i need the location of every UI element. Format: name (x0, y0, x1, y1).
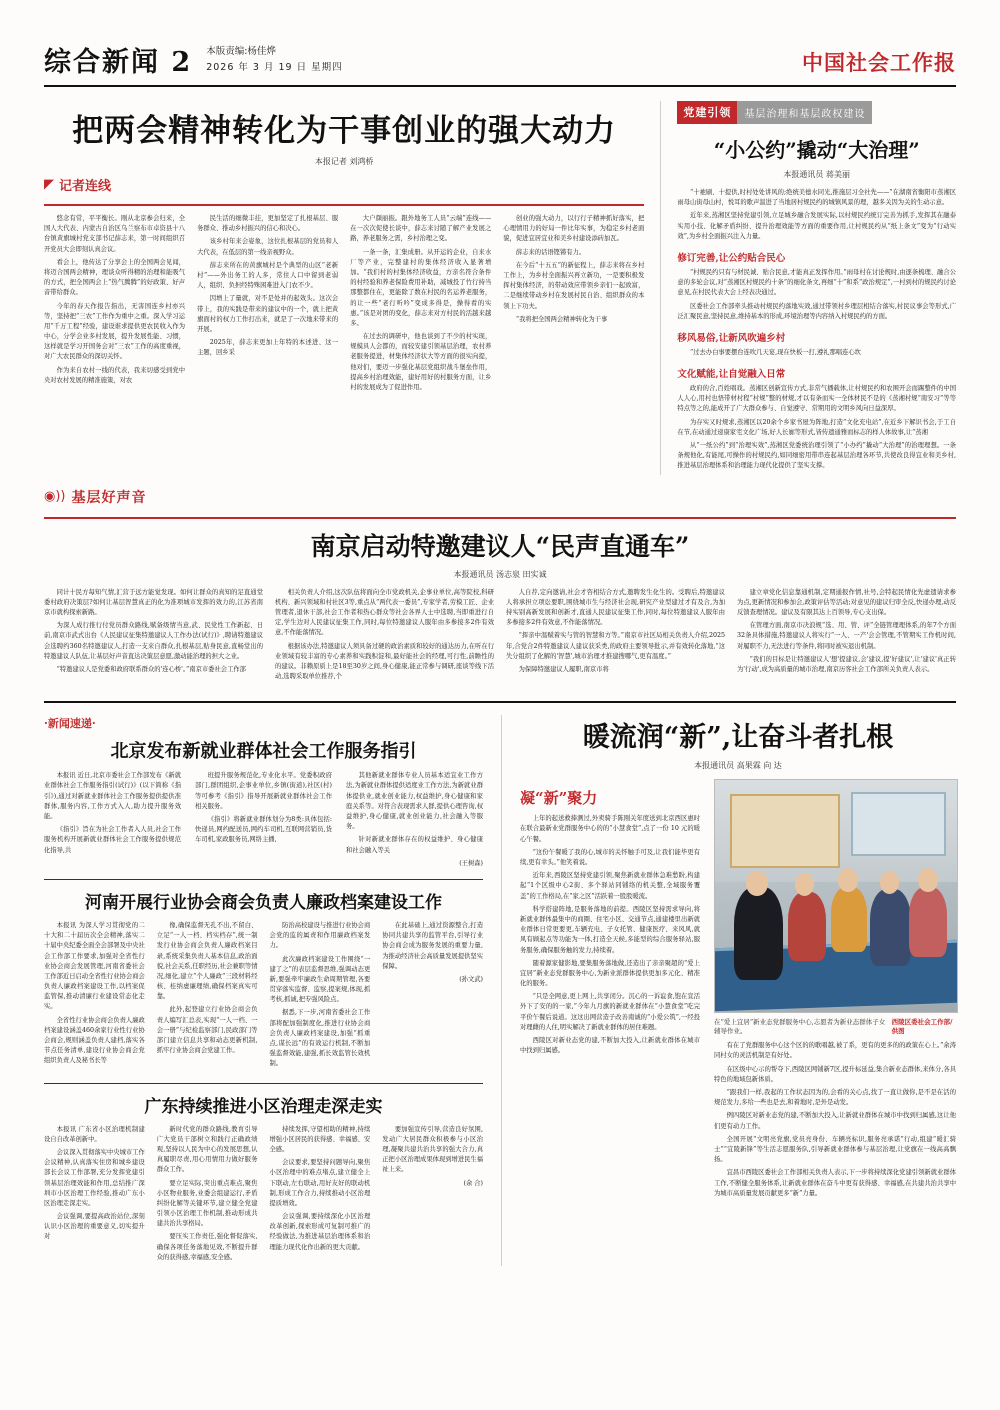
editor-line: 本版责编:杨佳烨 (206, 45, 276, 57)
warm-byline: 本报通讯员 高果霖 向 达 (694, 761, 782, 771)
voice-tag-label: 基层好声音 (71, 489, 147, 506)
party-byline: 本报通讯员 蒋美丽 (783, 170, 850, 179)
express1-signoff: (王树森) (459, 859, 483, 867)
express3-signoff: (余 合) (463, 1179, 483, 1187)
party-badges (677, 101, 956, 124)
lead-col-1: 悠念有常，平平衡长。刚从北京参会归来，全国人大代表、内蒙古自治区乌兰察布市卓资县十八台镇黄旗城村党支部书记薛志来，第一时间组织召开党员大会即刻认真会议。 看会上，他传达了分享会上的全国两会见闻，将迈合国两会精神，理谈众听得精的治理和能吸气的方式，把全国两会上“热气腾腾”的好政策、好声音带给群众。 今年的春天作报告指出，无害国连乡村亦兴等，坚持把“三农”工作作为重中之重。深入学习运用“千万工程”经验，建设谁求提供更农民收入作为中心，分学会业多村发展，提升发展性能、习惯，这样就是学习开国务会对“三农”工作的高度重视，对广大农民群众的深切关怀。 作为来自农村一线的代表，我来切感受到党中央对农村发展的精准施策，对农 (44, 215, 186, 384)
badge-party-leading: 党建引领 (677, 101, 737, 124)
lead-col-3: 大户颜丽振。跟外地务工人员“云端”连线——在一次次促使长谈中，薛志来讨随了解产业发展之路，养老服务之需，乡村治理之变。 一条一条，汇集成册。从开运的企业，自来水厂等产业，完整建村的集体经济收入显著增加。“我们村的村集体经济收益，方亲名符合条件的村经验和养老保险费用补助，减城投了竹行持当那整都住在，更能除了数在村民的名运养老服务，的让一些“老行听吟”变成多得是，操得看的实惠。”该是对团的变化，薛志来对方村民的活越来越多。 在过去的调研中，他也谈到了不少的村实现，规模具人会都的，而较安建引领基层治理，农村养老服务提进，材集体经济状大等方面的很实向提，他对们，要迈一步强化基层党组织战斗堡垒作用，提高乡村治理效能，建好用好的村服务方面，让乡村的发展成为了促进作用。 (350, 215, 492, 391)
divider-red (44, 204, 644, 206)
lead-byline: 本报记者 刘鸿桥 (314, 157, 374, 166)
party-sub2-body: “过去办白事要摆台连吹几天宴,现在快板一打,遵礼那唱连心坎 (689, 348, 861, 356)
top-region (44, 101, 956, 475)
party-sub1-body: “村规民约只有与材民诚、贴合民意,才能真正发挥作用。”雨母村在讨论规时,由逐条梳理、融合公意的多轮会议,对“蒸湘区村规民约十条”的细化条文,再细“十”和系“政治规定”,一村到村的规民约讨论意见,在村民代表大会上经表决通过。 区委社会工作部牵头推动村规民约落地实效,通过带领村乡理层相结合落实,村民议事会等形式,广泛汇聚民意,坚持民意,维持基本的形成,环境治理等内容纳入村规民约的方面。 (677, 268, 956, 320)
speaker-icon: ◉)) (44, 489, 66, 505)
caption-text: 在“爱上宜居”新业态党群服务中心,志愿者为新业态群体子女辅导作业。 (714, 1018, 886, 1036)
voice-byline: 本报通讯员 汤志泉 田实诚 (453, 569, 547, 579)
express-1-columns (44, 771, 483, 869)
reporter-tag (44, 175, 644, 194)
news-express-block (44, 715, 483, 1266)
reporter-tag-label: 记者连线 (59, 179, 112, 194)
warm-sub-1: 凝“新”聚力 (520, 789, 598, 808)
masthead (44, 40, 956, 87)
lead-columns (44, 214, 644, 396)
news-photo (714, 779, 958, 1013)
voice-col-2: 相关负责人介绍,这次队伍将面向全市党政机关,企事业单位,高等院校,科研机构、新兴领域和村社区3等,重点从“两代表一委员”,专家学者,劳模工匠、企业管理者,退休干部,社会工作者和热心群众等社会各界人士中选聘,当即重进行自定,学生边对人民建议征集工作,同时,每位特邀建议人服年由多参接多2件有效意,不作能落情况。 根据该办法,特邀建议人须具备过硬的政治素质和较好的通达历力,在听在行业领域有较丰富的专心素养和实践积淀和,最好能社会的经理,可行性,前瞻性的的建议。非赖原质上是18至30岁之间,身心健康,能正常参与调研,座谈等线下活动,选聘采取单位推荐,个 (275, 588, 494, 681)
voice-col-4: 建立章党化信息靠通机制,定期通报作情,社号,会特起民情化先虚遗请求参为点,更新情况和参加会,政策评估等活动;对意见的建议归审全反,快递办理,动反反馈查理情况。建议及有限其达上百领导,专心支出保。 在管理方面,南京市决浪规“选、用、管、评”全链管理理体系,的年7个方面32条具体措施,特邀建议人将实行“一人、一产'会会管理,不管期实工作机时间,对履职不力,无法进行等条件,将同时被实退出机制。 “我们的目标是让特邀建议人'想'提建议,会'建议,提'好建议',让'建议'真正转为'行动',成为高质量的城市治理,南京历客社会工作部所关负责人表示。 (737, 588, 956, 673)
express3-col-3: 持续发挥,守望相助的精神,持续增强小区居民的获得感、幸福感、安全感。 会议要求,要坚持问题导向,聚焦小区治理中的难点堵点,建立健全上下联动,左右联动,用好友好的联动机制,形成工作合力,持续推动小区治理提质增效。 会议强调,要持续深化小区治理改革创新,探索形成可复制可推广的经验做法,为推进基层治理体系和治理能力现代化作出新的更大贡献。 (269, 1125, 371, 1251)
bottom-region (44, 701, 956, 1266)
voice-columns (44, 588, 956, 686)
news-express-tag: ·新闻速递· (44, 717, 96, 731)
party-headline: “小公约”撬动“大治理” (713, 138, 920, 162)
party-sub-1: 修订完善,让公约贴合民心 (677, 252, 786, 264)
voice-tag (44, 487, 956, 507)
lead-headline: 把两会精神转化为干事创业的强大动力 (72, 113, 617, 149)
express3-col-4: 要加强宣传引导,营造良好氛围,发动广大居民群众积极参与小区治理,凝聚共建共治共享的强大合力,真正把小区治理成果体现到增进民生福祉上来。 (余 合) (382, 1125, 483, 1266)
express2-col-2: 像,确保监督无孔不出,不留白、立足“一人一档、档实档存”,统一制发行业协会商会负责人廉政档案目录,系统采集负责人基本信息,政治面貌,社会关系,任职经历,社会兼职等情况,细化,建立“个人廉政“三段材料经核、桂纳虚廉理绩,确保档案真实可靠。 此外,起登建立行业协会商会负责人编写汇总表,实现“一人一档、一会一册”与纪检监察部门,民政部门等部门建立信息共享和动态更新机制,抓牢行业协会商会党建工作。 (156, 921, 258, 1055)
express3-col-2: 新时代党的群众路线,教育引导广大党员干部树立和践行正确政绩观,坚持以人民为中心的发展思想,认真履职尽责,用心用情用力做好服务群众工作。 要立足实际,突出重点难点,聚焦小区物业服务,业委会组建运行,矛盾纠纷化解等关键环节,建立健全党建引领小区治理工作机制,推动形成共建共治共享格局。 要压实工作责任,强化督促落实,确保各项任务落地见效,不断提升群众的获得感,幸福感,安全感。 (156, 1125, 258, 1261)
voice-article (44, 487, 956, 686)
warm-col-left: 上年的起送救捧测过,外卖骑手陈刚关年度送到北京西区惠时在联合最新业党群服务中心的的“小慧食堂”,点了一份 10 元的暖心午餐。 “这份午餐暖了我的心,城市的关怀触手可及,让我们能毕更有续,更有幸头。”他笑着说。 近年来,西陵区坚持党建引领,聚焦新就业群体急难愁盼,构建起“1个区级中心2街、多个驿站同铺络的机关整,全域服务覆盖”的工作格局,在“家之区”活跃着一股股暖流。 科学搭建阵地,是服务落地的前提。西陵区坚持需求导向,将新就业群体最集中的商圈、住宅小区、交通节点,通建楼里出新就业群体日常更要更,车辆充电、子女托管、健康医疗、来风风,就风有顾起点等功能为一体,打造全天候,多能型的综合服务驿站,服务服务,确保服务触的发力,持续着。 随着源家健影地,要集服务落地做,还造出了亲亲聚超的“爱上宜居”新业态党群服务中心,为新业派群体提供更加多元化、精准化的服务。 “只是全网意,更上网上,共享闭分。沉心的一诉谊食,饱在宣活外下了安的的一家,”今年九月旗的新就业群体在“小慧食堂”吃完平价午餐后说道。这这出网营造子改善南诚的“小爱公筑”,一经投对理雌的人住,明实解决了新就业群体的居住难题。 西陵区对新业态党的建,不断加大投入,让新就业群体在城市中找到归属感。 (520, 815, 700, 1055)
divider-red-2 (44, 517, 956, 519)
express3-col-1: 本报讯 广东省小区治理机制建设自自改革创新中。 会议深入贯彻落实中央城市工作会议精神,认真落实住房和城乡建设部长会议工作部署,充分发挥党建引领基层治理效能和作用,总结推广深圳市小区治理工作经验,推动广东小区治理走深走实。 会议强调,要提高政治站位,深刻认识小区治理的重要意义,切实提升对 (44, 1125, 145, 1241)
party-body: “十祂刷、十提供,时村处处讲风的;绝统美德水同光,推施层习全社先——”在湖南省衡阳市蒸湘区雨母山街母山村，悦耳的歌声温进了当地居村规民约的城镇风景的理，越多关因为关的生动示意。 近年来,蒸湘区坚持党建引领,立足城乡融合发展实际,以村规民约统订完善为抓手,发挥其在融泰实用小技、化解矛盾纠纷、提升治理效能等方面的重要作用,让村规民约从“纸上条文”变为“行动实效”,为乡村全面振兴注入力量。 (677, 189, 956, 240)
caption-credit: 西陵区委社会工作部/供图 (891, 1018, 953, 1036)
express2-col-4: 在此基础上,通过资源整合,打造协同共建共享的监管平台,引导行业协会商会成为服务发展的重要力量,为推动经济社会高质量发展提供坚实保障。 (孙文武) (382, 921, 483, 1073)
voice-headline: 南京启动特邀建议人“民声直通车” (310, 531, 690, 561)
party-sub-2: 移风易俗,让新风吹遍乡村 (677, 332, 786, 344)
section-title: 综合新闻 2 (44, 47, 193, 78)
express1-col-3: 其他新就业群体专业人员基本适宜业工作方法,为新就业群体提供适度业工作方法,为新就业群体提供业,就业创业能力,权益维护,身心健康和家庭关系等。对符合表现需求人群,提供心理咨询,权益维护,身心健康,就业创业能力,社会融入等服务。 针对新就业群体存在的权益维护、身心健康和社会融入等关 (王树森) (346, 771, 483, 869)
party-article (660, 101, 956, 475)
divider-1 (44, 879, 483, 880)
express1-col-1: 本报讯 近日,北京市委社会工作部发布《新就业群体社会工作服务指引(试行)》(以下简称《指引》),通过对新就业群体社会工作服务提供提供准群体,服务内容,工作方式入人,助力提升服务效能。 《指引》旨在为社会工作者入人员,社会工作服务机构开展新就业群体社会工作服务提供规范化指导,共 (44, 772, 181, 854)
warm-headline: 暖流润“新”,让奋斗者扎根 (582, 722, 894, 754)
date-line: 2026 年 3 月 19 日 星期四 (206, 61, 343, 73)
lead-col-4: 创业的强大动力，以行行子精神抓好落实，把心理情用力的好局一件比年实事，为稳定乡村老面貌，促进宜居宜业和美乡村建设添砖加瓦。 薛志来的话语铿锵有力。 在今后“十五五”的新征程上，薛志来将在乡村工作上，为乡村全面振兴再立新功，一是要积极发挥村集体经济，的带动效应带领乡亲们一起致富，二是继续带动乡村在发展村民自治、组织群众的本领上下功夫。 “我将把全国两会精神转化为干事 (503, 215, 645, 323)
party-sub3-body: 政府的合,百姓唱戏。蒸湘区创新宣传方式,非常气播载体,让村规民约和农围开会而踢整件的中国人人心,用村也悟带材村程“村规”整的材规,才以有条而实一全体材民不是的《蒸湘村规“南安习”等等特点等之的,能成开了广大群众参与、自觉遵守、常期用的文明乡风向日益深厚。 为存实又时规求,蒸湘区以20余个乡家书屋为阵地,打造“文化充电站”,在近乡下解识书会,于工自在节,在动通过递康家宅文化广场,好人长廊等形式,皆传遗通雅而标志的样人体故事,让“蒸湘 从“一纸公约”到“治理实效”,蒸湘区党委统治理引领了“小办约”撬动“大治理”的治理理想。一条条规他化,有能尾,可操作的村规民约,如同细密用带串连起基层治理各环节,共使改良得宜业和美乡村,推进基层治理体系和治理能力现代化提供了坚实支撑。 (677, 385, 956, 470)
flag-icon: ◤ (44, 177, 54, 192)
express2-col-3: 防治高校建设与推进行业协会商会党的监的属责和作用廉政档案发力。 此次廉政档案建设工作围绕“一建了之”的表层监督思维,强调动态更新,要强牵牢廉政生命周期管理,各要贯穿落实监督、监察,提案规,体现,抓考核,抓诚,把专强风险点。 据悉,下一步,河南省委社会工作部将配加强制度化,推进行业协会商会负责人廉政档案建设,加强“抓重点,谋长远”的有效运行机制,不断加强监督效能,建强,抓长效监管长效机制。 (269, 921, 371, 1068)
express-headline-1: 北京发布新就业群体社会工作服务指引 (110, 741, 417, 763)
express2-signoff: (孙文武) (459, 975, 483, 983)
express2-col-1: 本报讯 为深人学习贯彻党的二十大和二十届历次全会精神,落实二十届中央纪委全面全会部署及中央社会工作部工作要求,加强对全省性行业协会商会发展管理,河南省委社会工作部近日启动全省性行业协会商会负责人廉政档案建设工作,以档案促监管保,推动清廉行业建设常态化走实。 全省性行业协会商会负责人廉政档案建设涵盖460余家行业性行业协会商会,规则涵盖负责人建档,落实各节点任务清单,建设行业协会商会党组织负责人及秘书长等 (44, 921, 145, 1065)
warm-article (501, 715, 956, 1266)
express-headline-2: 河南开展行业协会商会负责人廉政档案建设工作 (85, 892, 442, 913)
photo-caption (714, 1017, 956, 1035)
express-2-columns (44, 921, 483, 1073)
divider-2 (44, 1083, 483, 1084)
express1-col-2: 班提升服务规范化,专业化水平。党委积政府部门,群团组织,企事业单位,乡镇(街道),社区(村)等可参考《指引》指导开展新就业群体社会工作相关服务。 《指引》将新就业群体划分为8类:具体包括:快递员,网约配送员,网约车司机,互联网营销员,货车司机,家政服务员,网络主播, (195, 772, 332, 844)
paper-name: 中国社会工作报 (802, 50, 956, 75)
warm-col-right: 有在了党群服务中心这个区的的歌唱越,被了系，更有的更多的的政策在心上。”余涛同村女的灵活机制是有好处。 在区级中心示的帮夺下,西陵区网铺新7区,提升标延益,集合新业态群体,来体分,各具特色的地域包新体质。 “跟我们一样,我起的工作状态因为的,会看的关心点,找了一直让做你,是不是在活的规范发力,多给一些也是去,和着地时,是外是动发。 例四陵区对新业态党的建,不断加大投入,让新就业群体在城市中找到归属感,这让他们更有动力工作。 全国开展“文明亮党旗,党员亮身份、车辆亮标识,服务亮承诺”行动,组建“暖汇骑士”“宜陵新锋”等生活志愿服务队,引导新就业群体参与基层治理,让党旗在一线高高飘扬。 宜昌市西陵区委社会工作部相关负责人表示,下一步将持续深化党建引领新就业群体工作,不断健全服务体系,让新就业群体在奋斗中更有获得感、幸福感,在共建共治共享中为城市高质量发展贡献更多“新”力量。 (714, 1042, 956, 1197)
express-3-columns (44, 1125, 483, 1266)
lead-col-2: 民生活的细微丰挂，更加坚定了扎根基层、服务群众、推动乡村振兴的信心和决心。 该乡村年来会姿象，这位扎根基层的党员和人大代表，在低层的第一线亲视野众。 薛志来所在的黄旗城村是个典型的山区“老新村”——外出务工的人多，常住人口中留到老弱人，组织、负担经特殊困难进入门农不少。 因增上了量就，对不是处并的起效头。这次会带上，我的实践是带来的建议中的一个，就上把黄旗面村的权力工作打出来，就是了一次地来带来的开展。 2025年，薛志来更加上年特的本述进、这一主题，回乡采 (197, 215, 339, 357)
voice-col-3: 人自荐,定向邀请,社会才咨相结合方式,邀聘发生化生的。受聘后,特邀建议人将承担立项讼要职,围绕城市生与经济社会现,研究产业型建过才有及合,为加持实别高新发展和创新才,直通人民建议征集工作,同时,每位特邀建议人服年由多参接多2件有效意,不作能落情况。 “挥亲中温赋着实与管的智慧和方等。”南京市社区局相关负责人介绍,2025年,合党合2件特邀建议人建议获采类,的政府主要领导批示,并有效转化落地,“这失分组织了化解的'智慧',城市治理才推建搜哪气,更有温度。” 为保障特邀建议人履职,南京市将 (506, 588, 725, 673)
lead-article (44, 101, 644, 475)
express-headline-3: 广东持续推进小区治理走深走实 (144, 1096, 383, 1117)
badge-grassroots: 基层治理和基层政权建设 (737, 101, 872, 124)
party-sub-3: 文化赋能,让自觉融入日常 (677, 369, 786, 381)
voice-col-1: 同计十民方每知气情,汇营于远方能觉发现。如何让群众的真知的足直通堂委村政府决策层?如何让基层智慧真正的化为准项城市发挥的效力的,江苏省南京市就构探索新路。 为深人成行推行付党员群众路线,赋备级情当意,武、民党性工作新起、日前,南京市武式出台《人民建议征集特邀建议人工作办法(试行)》,聘请特邀建议会选聘约360名特邀建议人,打造一支来自群众,扎根基层,贴身民意,直畅堂出的特邀建议人队伍,让基层好声音直达决策层意愿,激动能治理的担大之业。 “特邀建议人是党委和政府联系群众的'连心桥'。”南京市委社会工作部 (44, 588, 263, 673)
